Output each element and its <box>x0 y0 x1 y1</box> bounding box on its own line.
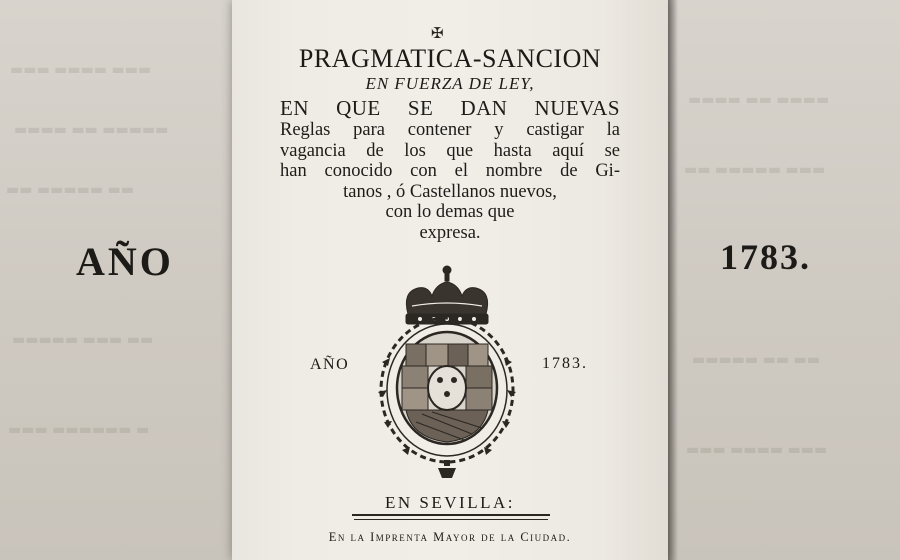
ghost-text: ▬▬▬▬▬ ▬▬▬ ▬▬ <box>12 332 154 348</box>
document-page <box>232 0 668 560</box>
page-edge-shadow <box>668 0 678 560</box>
body-line: Reglas para contener y castigar la <box>280 120 620 140</box>
document-title: PRAGMATICA-SANCION <box>298 44 602 73</box>
ghost-text: ▬▬▬ ▬▬▬▬▬▬ ▬ <box>8 422 150 438</box>
body-line: con lo demas que <box>385 202 515 222</box>
background-right-blur <box>668 0 900 560</box>
ghost-text: ▬▬▬ ▬▬▬▬ ▬▬▬ <box>10 62 152 78</box>
printer-imprint: En la Imprenta Mayor de la Ciudad. <box>328 530 572 544</box>
ghost-text: ▬▬ ▬▬▬▬▬ ▬▬▬ <box>684 162 826 178</box>
background-year-label: AÑO <box>76 239 174 284</box>
year-label: AÑO <box>310 356 350 373</box>
background-left-blur <box>0 0 232 560</box>
document-body <box>280 96 620 243</box>
ghost-text: ▬▬▬▬ ▬▬ ▬▬▬▬▬ <box>14 122 169 138</box>
body-line: expresa. <box>419 222 481 243</box>
body-line: han conocido con el nombre de Gi- <box>280 161 620 181</box>
ghost-text: ▬▬▬ ▬▬▬▬ ▬▬▬ <box>686 442 828 458</box>
background-year-value: 1783. <box>720 237 811 277</box>
ghost-text: ▬▬▬▬ ▬▬ ▬▬▬▬ <box>688 92 830 108</box>
body-line: EN QUE SE DAN NUEVAS <box>280 96 620 120</box>
document-subtitle: EN FUERZA DE LEY, <box>365 74 535 93</box>
ghost-text: ▬▬ ▬▬▬▬▬ ▬▬ <box>6 182 134 198</box>
cross-ornament-icon: ✠ <box>431 24 444 42</box>
divider-rule <box>354 519 548 520</box>
divider-rule <box>352 514 550 516</box>
place-of-printing: EN SEVILLA: <box>385 493 515 512</box>
royal-coat-of-arms-icon <box>372 262 522 480</box>
body-line: tanos , ó Castellanos nuevos, <box>343 181 557 202</box>
body-line: vagancia de los que hasta aquí se <box>280 140 620 161</box>
ghost-text: ▬▬▬▬▬ ▬▬ ▬▬ <box>692 352 820 368</box>
year-value: 1783. <box>542 355 588 372</box>
